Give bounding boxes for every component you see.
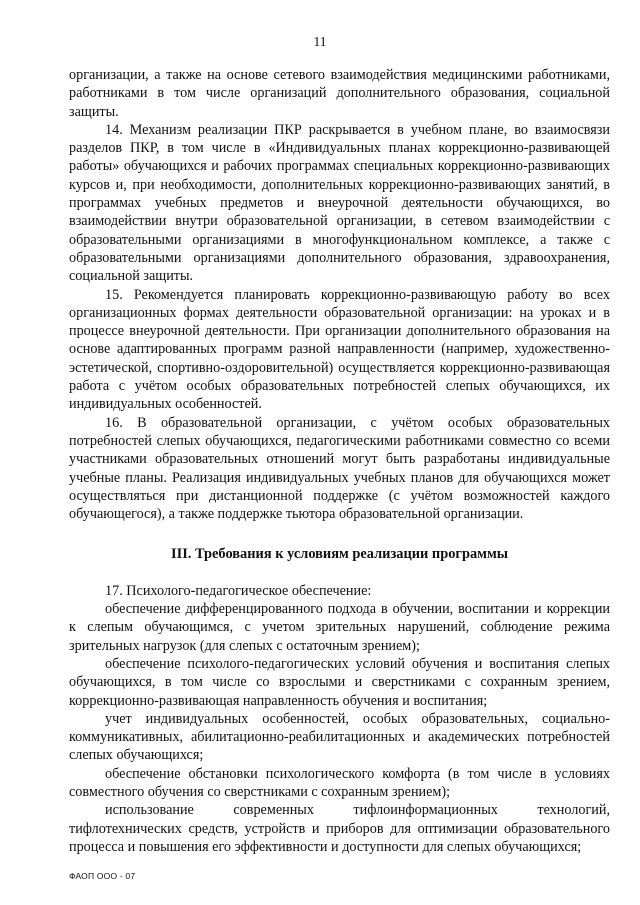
paragraph-14: 14. Механизм реализации ПКР раскрывается в учебном плане, во взаимосвязи разделов ПКР, в том числе в «Индивидуальных планах коррекционно-развивающей работы» обучающихся и рабочих программах специальных коррекционно-развивающих курсов и, при необходимости, дополнительных коррекционно-развивающих занятий, в программах учебных предметов и внеурочной деятельности обучающихся, во взаимодействии внутри образовательной организации, в сетевом взаимодействии с образовательными организациями в многофункциональном комплексе, а также с образовательными организациями дополнительного образования, здравоохранения, социальной защиты. — [69, 121, 610, 285]
section-heading: III. Требования к условиям реализации программы — [171, 546, 508, 563]
list-item: обеспечение психолого-педагогических условий обучения и воспитания слепых обучающихся, в том числе со взрослыми и сверстниками с сохранным зрением, коррекционно-развивающая направленность обучения и воспитания; — [69, 655, 610, 709]
footer-code: ФАОП ООО - 07 — [69, 871, 136, 881]
page-number: 11 — [313, 34, 327, 49]
paragraph-15: 15. Рекомендуется планировать коррекционно-развивающую работу во всех организационных формах деятельности образовательной организации: на уроках и в процессе внеурочной деятельности. При организации дополнительного образования на основе адаптированных программ разной направленности (например, художественно-эстетической, спортивно-оздоровительной) осуществляется коррекционно-развивающая работа с учётом особых образовательных потребностей слепых обучающихся, их индивидуальных особенностей. — [69, 286, 610, 413]
list-item: обеспечение обстановки психологического комфорта (в том числе в условиях совместного обучения со сверстниками с сохранным зрением); — [69, 765, 610, 800]
paragraph-17: 17. Психолого-педагогическое обеспечение: — [105, 582, 372, 599]
list-item: обеспечение дифференцированного подхода в обучении, воспитании и коррекции к слепым обучающимся, с учетом зрительных нарушений, соблюдение режима зрительных нагрузок (для слепых с остаточным зрением); — [69, 601, 610, 654]
list-item: учет индивидуальных особенностей, особых образовательных, социально-коммуникативных, абилитационно-реабилитационных и академических потребностей слепых обучающихся; — [69, 710, 610, 764]
paragraph-16: 16. В образовательной организации, с учётом особых образовательных потребностей слепых обучающихся, педагогическими работниками совместно со всеми участниками образовательных отношений могут быть разработаны индивидуальные учебные планы. Реализация индивидуальных учебных планов для обучающихся может осуществляться при дистанционной поддержке (с учётом возможностей каждого обучающегося), а также поддержке тьютора образовательной организации. — [69, 414, 610, 523]
document-body — [69, 66, 610, 856]
list-item: использование современных тифлоинформационных технологий, тифлотехнических средств, устройств и приборов для оптимизации образовательного процесса и повышения его эффективности и доступности для слепых обучающихся; — [69, 802, 610, 855]
paragraph-continuation: организации, а также на основе сетевого взаимодействия медицинскими работниками, работниками в том числе организаций дополнительного образования, социальной защиты. — [69, 67, 610, 120]
